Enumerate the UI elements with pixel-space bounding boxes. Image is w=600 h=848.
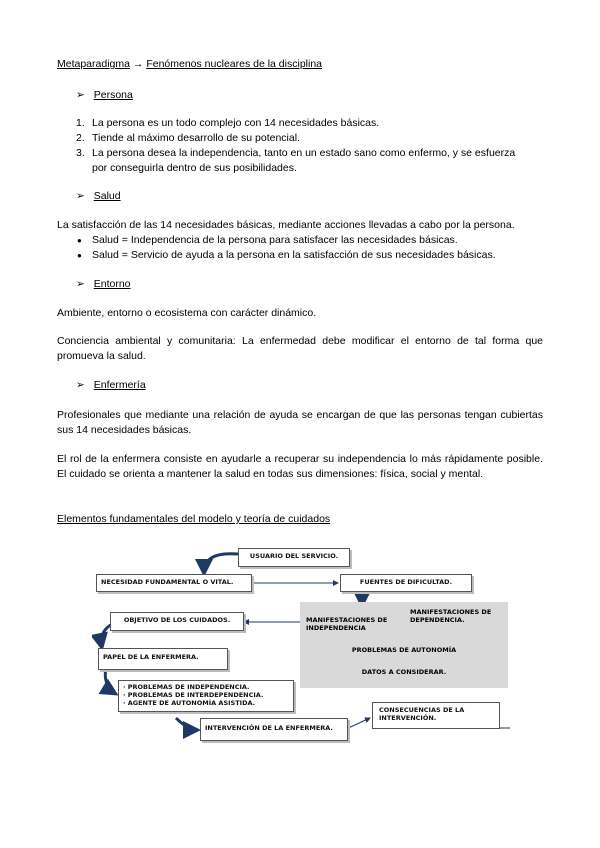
bullet-dot-icon: ● [77, 236, 82, 245]
list-item-text: por conseguirla dentro de sus posibilidades. [92, 162, 297, 174]
bullet-text: Salud = Independencia de la persona para satisfacer las necesidades básicas. [92, 234, 458, 246]
enfermeria-paragraph-2: El rol de la enfermera consiste en ayudarle a recuperar su independencia lo más rápidamente posible. El cuidado se orienta a mantener la salud en todas sus dimensiones: física, social y mental. [57, 453, 543, 480]
list-item: 1. [76, 117, 85, 129]
elementos-title: Elementos fundamentales del modelo y teoría de cuidados [57, 513, 331, 525]
curved-arrow-icon [105, 668, 116, 694]
intervencion-box: INTERVENCIÓN DE LA ENFERMERA. [200, 718, 348, 741]
objetivo-box: OBJETIVO DE LOS CUIDADOS. [110, 612, 244, 631]
section-heading [57, 57, 322, 72]
arrowhead-bullet-icon: ➢ [76, 379, 85, 391]
datos-considerar: DATOS A CONSIDERAR. [361, 668, 447, 676]
persona-title: Persona [93, 89, 133, 101]
curved-arrow-icon [176, 718, 198, 730]
papel-box: PAPEL DE LA ENFERMERA. [98, 648, 228, 670]
entorno-heading [76, 277, 131, 292]
heading-left: Metaparadigma [57, 58, 130, 70]
arrowhead-bullet-icon: ➢ [76, 190, 85, 202]
arrow-icon: → [132, 58, 144, 70]
list-item: 3. [76, 147, 85, 159]
salud-heading [76, 189, 121, 204]
manif-dependencia: MANIFESTACIONES DE DEPENDENCIA. [410, 608, 492, 624]
problemas-autonomia: PROBLEMAS DE AUTONOMÍA [351, 646, 457, 654]
bullet-text: Salud = Servicio de ayuda a la persona en la satisfacción de sus necesidades básicas. [92, 249, 496, 261]
bullet-dot-icon: ● [77, 251, 82, 260]
salud-title: Salud [93, 190, 121, 202]
list-item-text: La persona desea la independencia, tanto en un estado sano como enfermo, y se esfuerza [92, 147, 516, 159]
consecuencias-box: CONSECUENCIAS DE LA INTERVENCIÓN. [372, 702, 500, 729]
entorno-paragraph-1: Ambiente, entorno o ecosistema con carácter dinámico. [57, 307, 317, 319]
list-item: · PROBLEMAS DE INTERDEPENDENCIA. [123, 691, 264, 699]
curved-arrow-icon [204, 554, 238, 574]
salud-intro: La satisfacción de las 14 necesidades básicas, mediante acciones llevadas a cabo por la persona. [57, 219, 515, 231]
necesidad-box: NECESIDAD FUNDAMENTAL O VITAL. [96, 574, 252, 592]
persona-heading [76, 88, 133, 103]
entorno-title: Entorno [93, 278, 131, 290]
list-item-text: Tiende al máximo desarrollo de su potencial. [92, 132, 300, 144]
enfermeria-title: Enfermería [93, 379, 146, 391]
list-item-text: La persona es un todo complejo con 14 necesidades básicas. [92, 117, 380, 129]
heading-right: Fenómenos nucleares de la disciplina [146, 58, 322, 70]
usuario-box: USUARIO DEL SERVICIO. [238, 548, 350, 567]
fuentes-box: FUENTES DE DIFICULTAD. [340, 574, 472, 592]
arrowhead-bullet-icon: ➢ [76, 89, 85, 101]
manif-independencia: MANIFESTACIONES DE INDEPENDENCIA [306, 616, 388, 632]
enfermeria-heading [76, 378, 146, 393]
care-model-diagram [92, 538, 512, 744]
list-item: · AGENTE DE AUTONOMÍA ASISTIDA. [123, 699, 256, 707]
list-item: 2. [76, 132, 85, 144]
roles-list-box [118, 680, 294, 712]
entorno-paragraph-2: Conciencia ambiental y comunitaria: La enfermedad debe modificar el entorno de tal forma que promueva la salud. [57, 335, 543, 362]
arrowhead-bullet-icon: ➢ [76, 278, 85, 290]
manifestaciones-panel [300, 602, 508, 688]
list-item: · PROBLEMAS DE INDEPENDENCIA. [123, 683, 250, 691]
enfermeria-paragraph-1: Profesionales que mediante una relación de ayuda se encargan de que las personas tengan cubiertas sus 14 necesidades básicas. [57, 409, 543, 436]
